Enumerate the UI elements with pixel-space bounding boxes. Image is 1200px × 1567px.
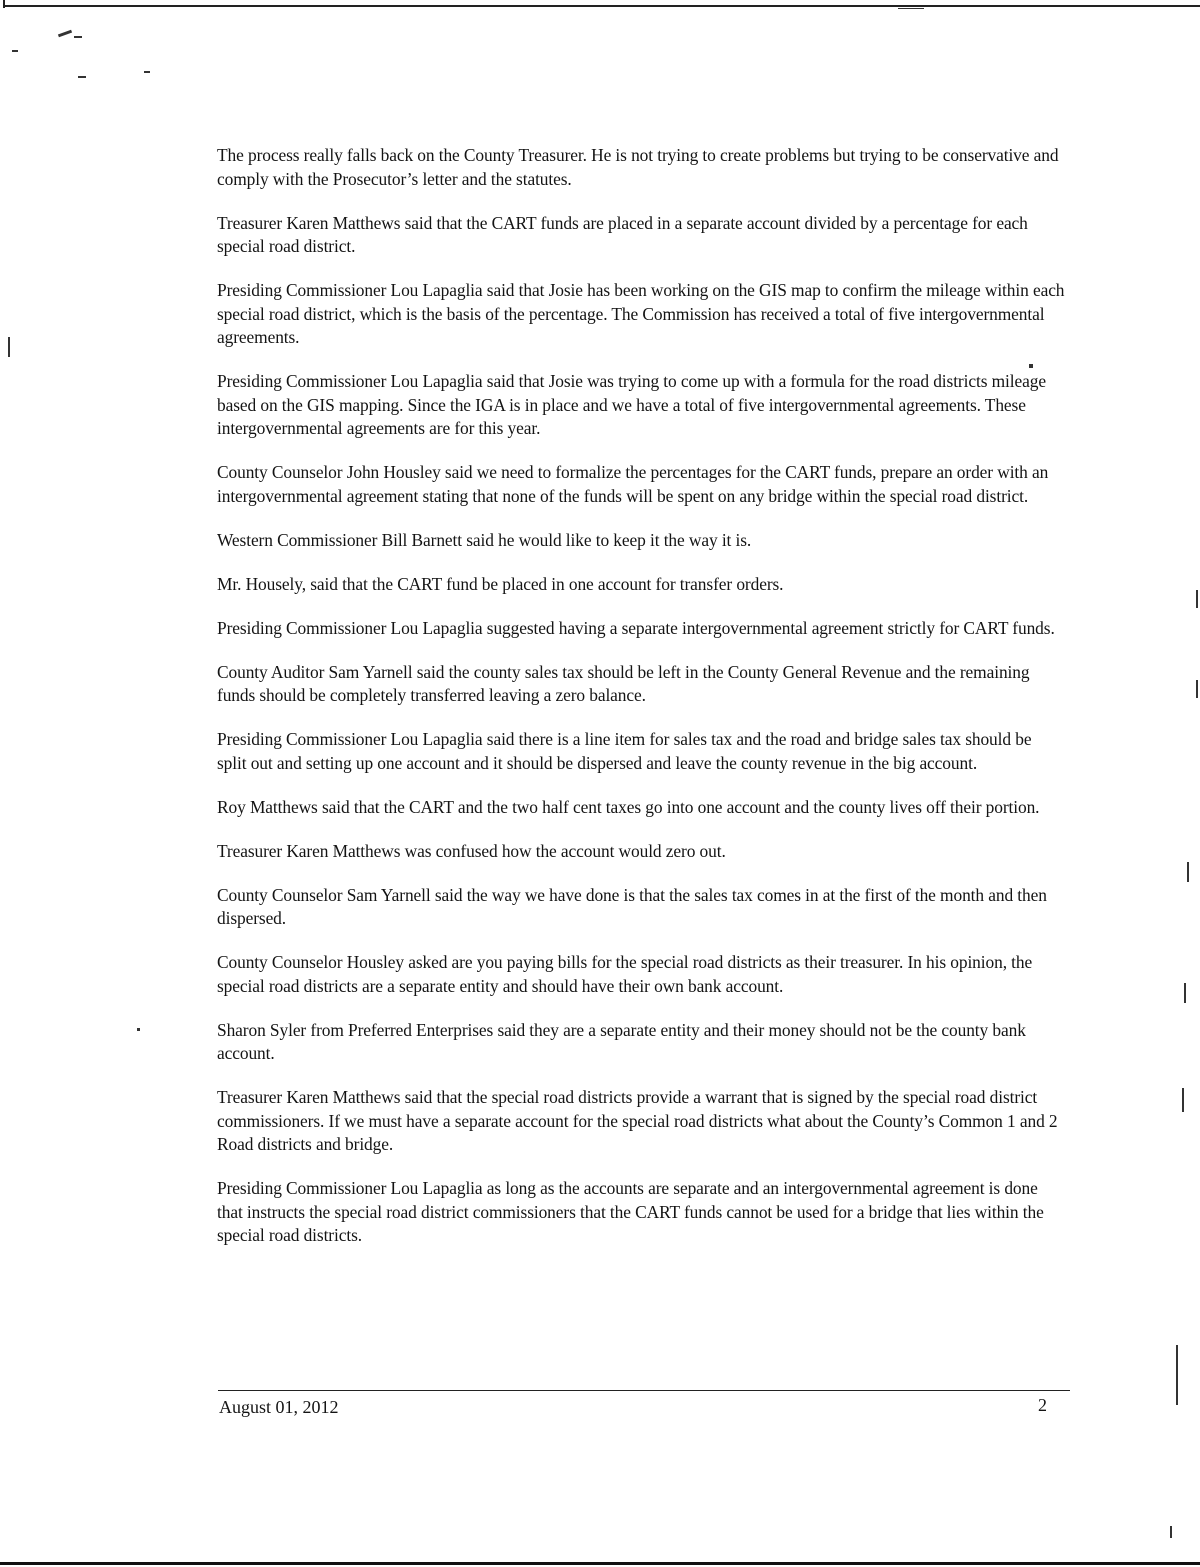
paragraph: County Counselor Housley asked are you paying bills for the special road districts as their treasurer. In his opinion, the special road districts are a separate entity and should have their own bank account. [217, 952, 1033, 996]
paragraph: Western Commissioner Bill Barnett said he would like to keep it the way it is. [217, 529, 752, 550]
scan-speck [1184, 983, 1186, 1003]
scan-speck [8, 337, 10, 357]
paragraph: Treasurer Karen Matthews was confused how the account would zero out. [217, 840, 726, 861]
scan-speck [898, 8, 924, 9]
footer-date: August 01, 2012 [219, 1397, 339, 1417]
scan-speck [1176, 1345, 1178, 1405]
scan-edge-left [3, 0, 5, 8]
paragraph: County Auditor Sam Yarnell said the county sales tax should be left in the County General Revenue and the remaining funds should be completely transferred leaving a zero balance. [217, 661, 1030, 705]
paragraph: Presiding Commissioner Lou Lapaglia suggested having a separate intergovernmental agreement strictly for CART funds. [217, 617, 1055, 638]
paragraph: Presiding Commissioner Lou Lapaglia said that Josie has been working on the GIS map to confirm the mileage within each special road district, which is the basis of the percentage. The Commission has received a total of five intergovernmental agreements. [217, 280, 1065, 347]
paragraph: Presiding Commissioner Lou Lapaglia as long as the accounts are separate and an intergovernmental agreement is done that instructs the special road district commissioners that the CART funds cannot be used for a bridge that lies within the special road districts. [217, 1178, 1044, 1245]
scan-speck [1182, 1088, 1184, 1112]
scan-speck [12, 50, 18, 52]
scan-speck [1196, 590, 1198, 608]
page-number: 2 [1038, 1395, 1047, 1415]
paragraph: County Counselor Sam Yarnell said the way we have done is that the sales tax comes in at the first of the month and then dispersed. [217, 884, 1047, 928]
scan-speck [78, 76, 86, 78]
paragraph: Presiding Commissioner Lou Lapaglia said that Josie was trying to come up with a formula for the road districts mileage based on the GIS mapping. Since the IGA is in place and we have a total of five intergovernmental agreements. These intergovernmental agreements are for this year. [217, 371, 1046, 438]
paragraph: The process really falls back on the County Treasurer. He is not trying to create problems but trying to be conservative and comply with the Prosecutor’s letter and the statutes. [217, 145, 1059, 189]
scan-speck [137, 1028, 140, 1031]
scan-speck [1196, 680, 1198, 698]
paragraph: Presiding Commissioner Lou Lapaglia said there is a line item for sales tax and the road and bridge sales tax should be split out and setting up one account and it should be dispersed and leave the county revenue in the big account. [217, 729, 1032, 773]
paragraph: Sharon Syler from Preferred Enterprises said they are a separate entity and their money should not be the county bank account. [217, 1019, 1026, 1063]
scan-edge-top [4, 5, 1200, 7]
paragraph: Roy Matthews said that the CART and the two half cent taxes go into one account and the county lives off their portion. [217, 796, 1040, 817]
scan-speck [58, 30, 72, 38]
paragraph: Mr. Housely, said that the CART fund be placed in one account for transfer orders. [217, 573, 784, 594]
scan-speck [1187, 862, 1189, 882]
paragraph: Treasurer Karen Matthews said that the special road districts provide a warrant that is signed by the special road district commissioners. If we must have a separate account for the special road districts what about the County’s Common 1 and 2 Road districts and bridge. [217, 1087, 1058, 1154]
scan-speck [144, 71, 150, 73]
scan-speck [1170, 1526, 1172, 1538]
footer-divider [218, 1390, 1070, 1391]
paragraph: County Counselor John Housley said we need to formalize the percentages for the CART funds, prepare an order with an intergovernmental agreement stating that none of the funds will be spent on any bridge within the special road district. [217, 462, 1049, 506]
scan-speck [74, 36, 82, 38]
document-body [217, 144, 1065, 1268]
paragraph: Treasurer Karen Matthews said that the CART funds are placed in a separate account divided by a percentage for each special road district. [217, 212, 1028, 256]
scan-edge-bottom [0, 1562, 1200, 1565]
